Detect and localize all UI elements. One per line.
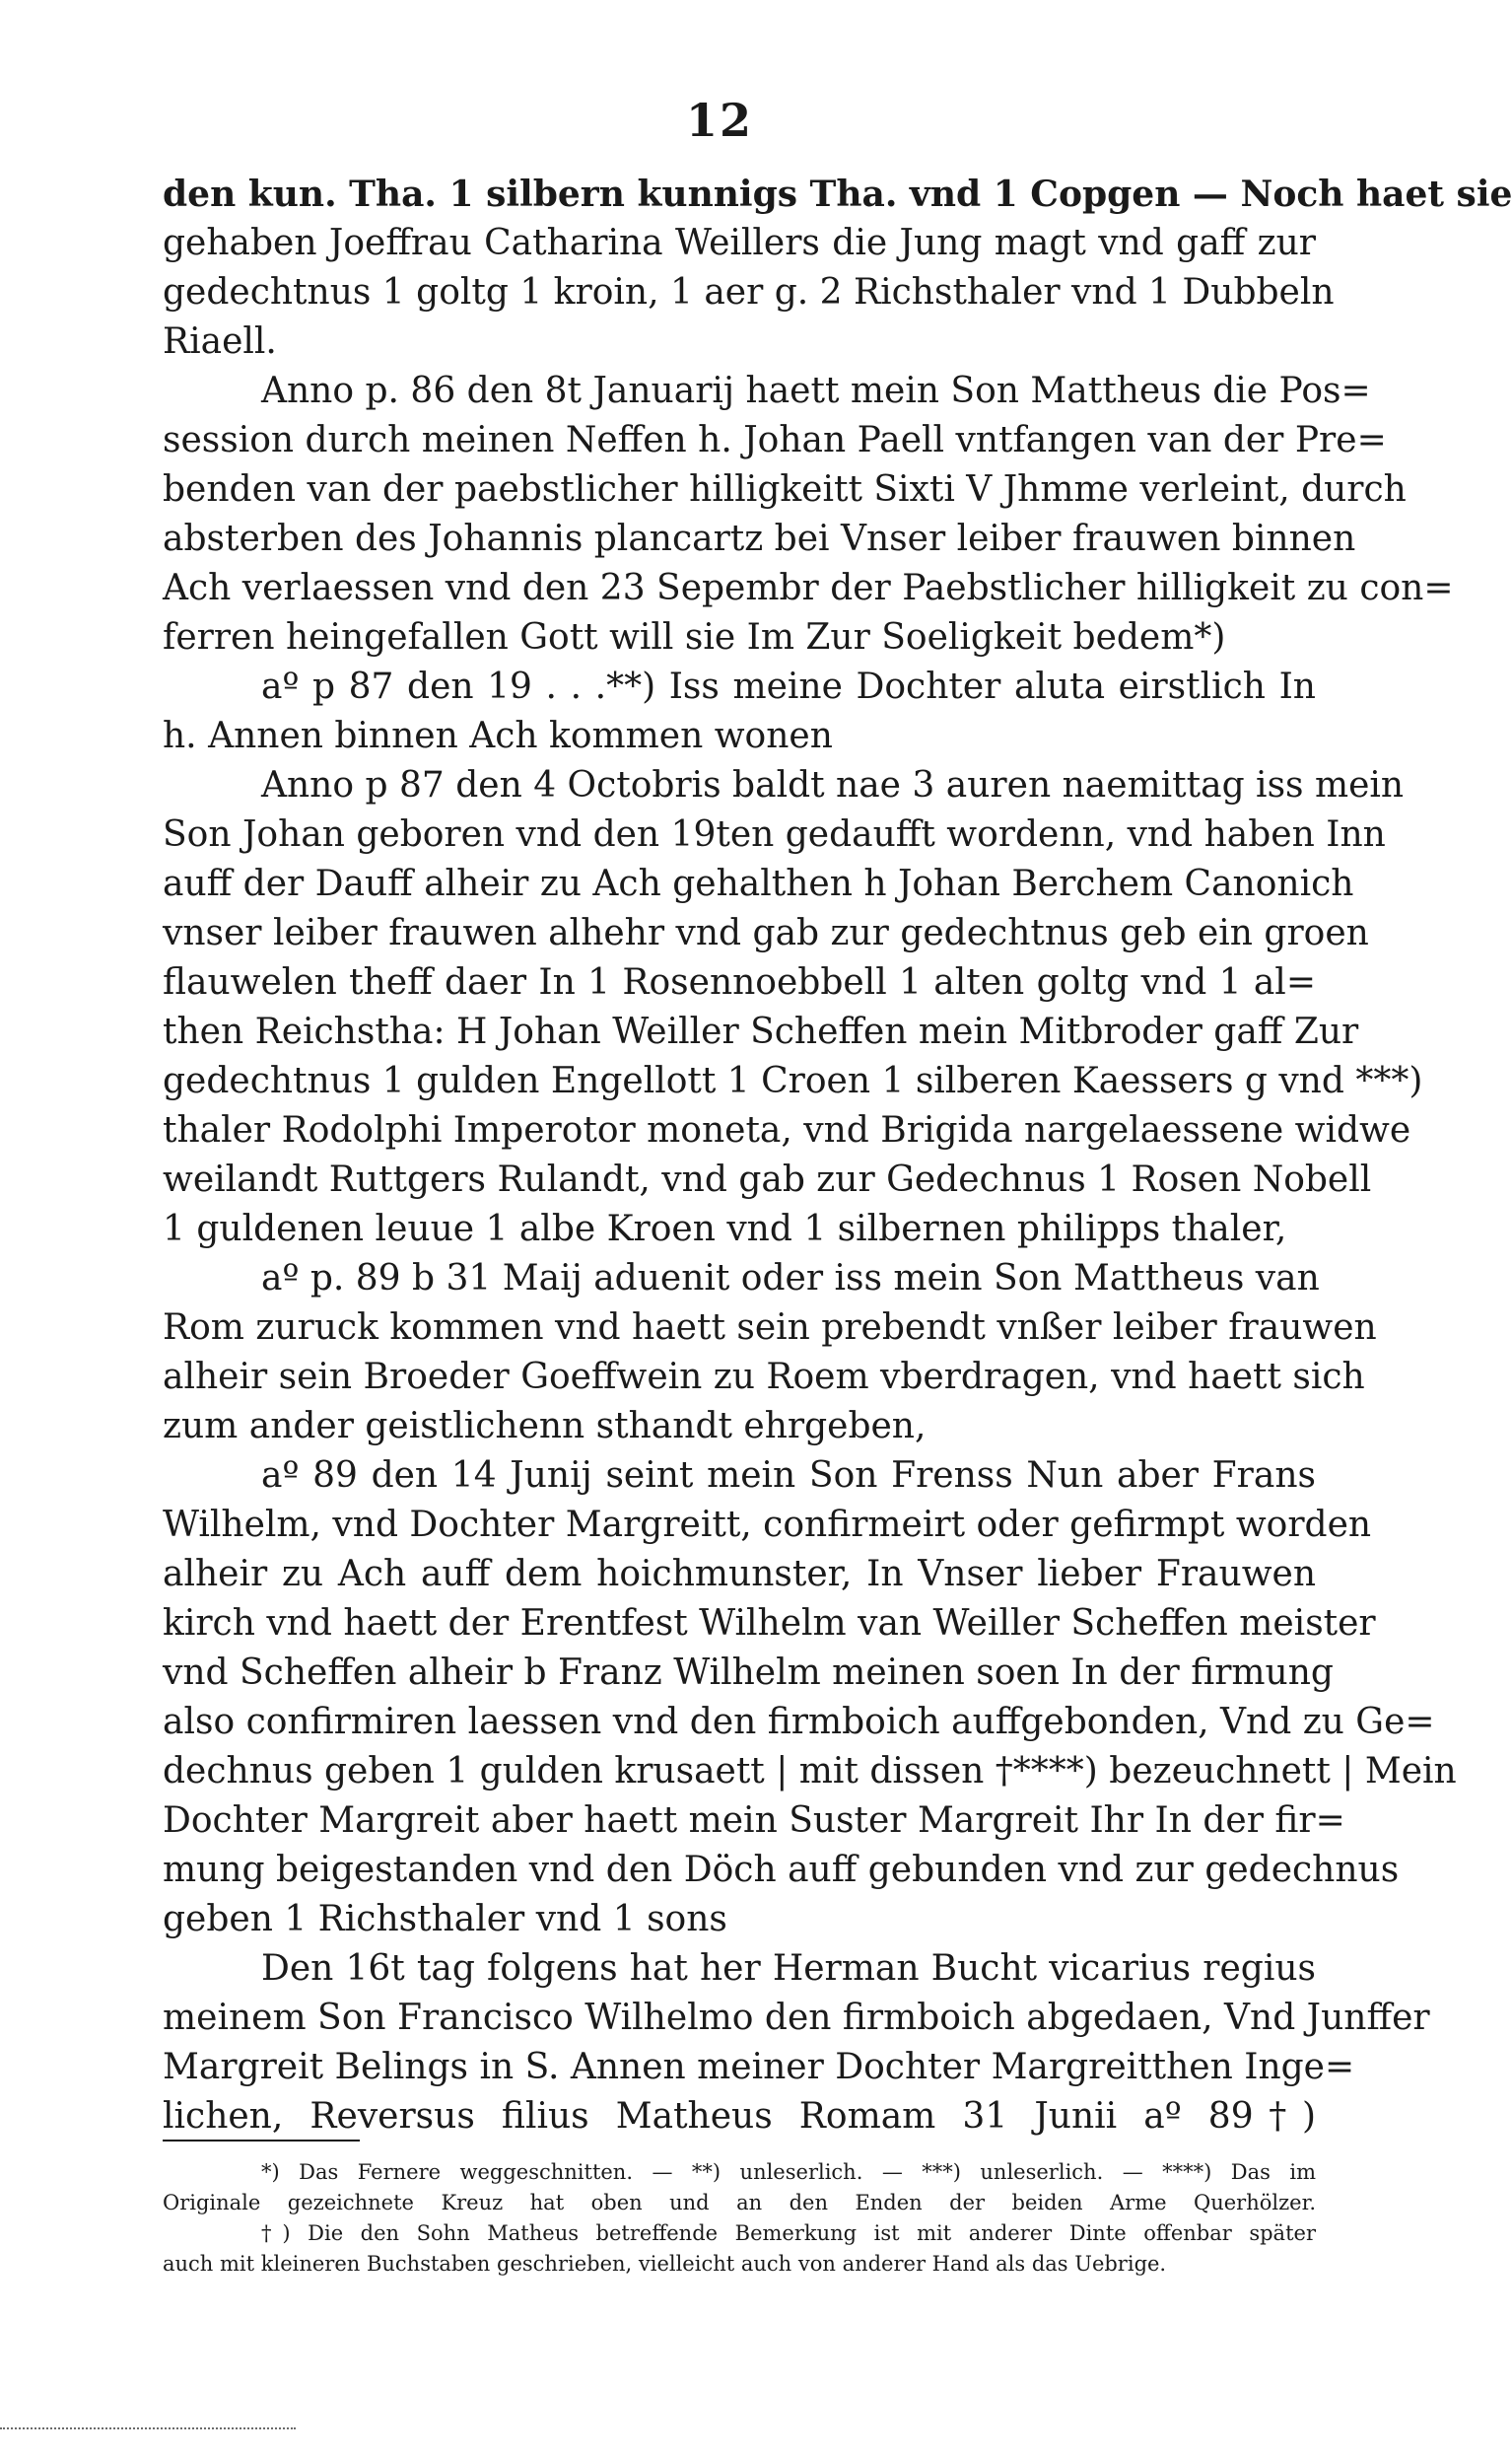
text-line: gehaben Joeffrau Catharina Weillers die Jung magt vnd gaff zur: [163, 223, 1316, 263]
paragraph-2: [163, 367, 1454, 663]
paragraph-6: [163, 1451, 1457, 1944]
page-number: 12: [685, 94, 753, 147]
footnote-line: Originale gezeichnete Kreuz hat oben und an den Enden der beiden Arme Querhölzer.: [163, 2191, 1316, 2214]
text-line: vnser leiber frauwen alhehr vnd gab zur gedechtnus geb ein groen: [163, 913, 1369, 953]
text-line: alheir zu Ach auff dem hoichmunster, In Vnser lieber Frauwen: [163, 1554, 1316, 1594]
text-line: weilandt Ruttgers Rulandt, vnd gab zur Gedechnus 1 Rosen Nobell: [163, 1159, 1372, 1200]
text-line: Ach verlaessen vnd den 23 Sepembr der Paebstlicher hilligkeit zu con=: [163, 568, 1454, 608]
text-line: Dochter Margreit aber haett mein Suster Margreit Ihr In der fir=: [163, 1800, 1345, 1841]
text-line: aº p. 89 b 31 Maij aduenit oder iss mein Son Mattheus van: [261, 1258, 1320, 1299]
text-line: Riaell.: [163, 321, 277, 362]
text-line: vnd Scheffen alheir b Franz Wilhelm meinen soen In der firmung: [163, 1652, 1334, 1693]
paragraph-5: [163, 1254, 1377, 1451]
text-line: auff der Dauff alheir zu Ach gehalthen h Johan Berchem Canonich: [163, 864, 1354, 904]
text-line: geben 1 Richsthaler vnd 1 sons: [163, 1899, 727, 1939]
text-line: session durch meinen Neffen h. Johan Paell vntfangen van der Pre=: [163, 420, 1387, 460]
text-line: also confirmiren laessen vnd den firmboich auffgebonden, Vnd zu Ge=: [163, 1702, 1435, 1742]
text-line: Den 16t tag folgens hat her Herman Bucht vicarius regius: [261, 1948, 1316, 1989]
text-line: lichen, Reversus filius Matheus Romam 31 Junii aº 89†): [163, 2096, 1316, 2137]
text-line: dechnus geben 1 gulden krusaett | mit dissen †****) bezeuchnett | Mein: [163, 1751, 1457, 1791]
body-text: [163, 170, 1512, 2142]
text-line: Son Johan geboren vnd den 19ten gedaufft wordenn, vnd haben Inn: [163, 814, 1386, 855]
text-line: Margreit Belings in S. Annen meiner Dochter Margreitthen Inge=: [163, 2047, 1355, 2087]
text-line: flauwelen theff daer In 1 Rosennoebbell 1 alten goltg vnd 1 al=: [163, 962, 1316, 1003]
paragraph-7: [163, 1944, 1430, 2142]
text-line: gedechtnus 1 goltg 1 kroin, 1 aer g. 2 Richsthaler vnd 1 Dubbeln: [163, 272, 1335, 313]
text-line: aº 89 den 14 Junij seint mein Son Frenss Nun aber Frans: [261, 1455, 1316, 1496]
text-line: den kun. Tha. 1 silbern kunnigs Tha. vnd 1 Copgen — Noch haet sie: [163, 174, 1512, 215]
footnote-divider: [163, 2140, 360, 2142]
text-line: Anno p. 86 den 8t Januarij haett mein Son Mattheus die Pos=: [261, 371, 1371, 411]
footnote-line: auch mit kleineren Buchstaben geschrieben, vielleicht auch von anderer Hand als das Uebrige.: [163, 2252, 1167, 2276]
paragraph-3: [163, 663, 1316, 761]
text-line: h. Annen binnen Ach kommen wonen: [163, 716, 833, 756]
text-line: kirch vnd haett der Erentfest Wilhelm van Weiller Scheffen meister: [163, 1603, 1376, 1644]
paragraph-1: [163, 170, 1512, 367]
footnote-line: *) Das Fernere weggeschnitten. — **) unleserlich. — ***) unleserlich. — ****) Das im: [261, 2160, 1316, 2184]
text-line: absterben des Johannis plancartz bei Vnser leiber frauwen binnen: [163, 519, 1356, 559]
text-line: aº p 87 den 19 . . .**) Iss meine Dochter aluta eirstlich In: [261, 667, 1316, 707]
text-line: thaler Rodolphi Imperotor moneta, vnd Brigida nargelaessene widwe: [163, 1110, 1411, 1151]
text-line: Rom zuruck kommen vnd haett sein prebendt vnßer leiber frauwen: [163, 1307, 1377, 1348]
text-line: then Reichstha: H Johan Weiller Scheffen mein Mitbroder gaff Zur: [163, 1012, 1359, 1052]
footnotes: [163, 2157, 1316, 2280]
text-line: gedechtnus 1 gulden Engellott 1 Croen 1 silberen Kaessers g vnd ***): [163, 1061, 1423, 1101]
text-line: Anno p 87 den 4 Octobris baldt nae 3 auren naemittag iss mein: [261, 765, 1405, 806]
paragraph-4: [163, 761, 1423, 1254]
text-line: mung beigestanden vnd den Döch auff gebunden vnd zur gedechnus: [163, 1850, 1400, 1890]
footnote-line: †) Die den Sohn Matheus betreffende Bemerkung ist mit anderer Dinte offenbar später: [261, 2221, 1316, 2245]
text-line: 1 guldenen leuue 1 albe Kroen vnd 1 silbernen philipps thaler,: [163, 1209, 1287, 1249]
text-line: meinem Son Francisco Wilhelmo den firmboich abgedaen, Vnd Junffer: [163, 1998, 1430, 2038]
text-line: benden van der paebstlicher hilligkeitt Sixti V Jhmme verleint, durch: [163, 469, 1407, 510]
text-line: alheir sein Broeder Goeffwein zu Roem vberdragen, vnd haett sich: [163, 1357, 1365, 1397]
text-line: ferren heingefallen Gott will sie Im Zur Soeligkeit bedem*): [163, 617, 1226, 658]
text-line: Wilhelm, vnd Dochter Margreitt, confirmeirt oder gefirmpt worden: [163, 1505, 1372, 1545]
page-bottom-rule: [0, 2427, 296, 2429]
text-line: zum ander geistlichenn sthandt ehrgeben,: [163, 1406, 927, 1446]
